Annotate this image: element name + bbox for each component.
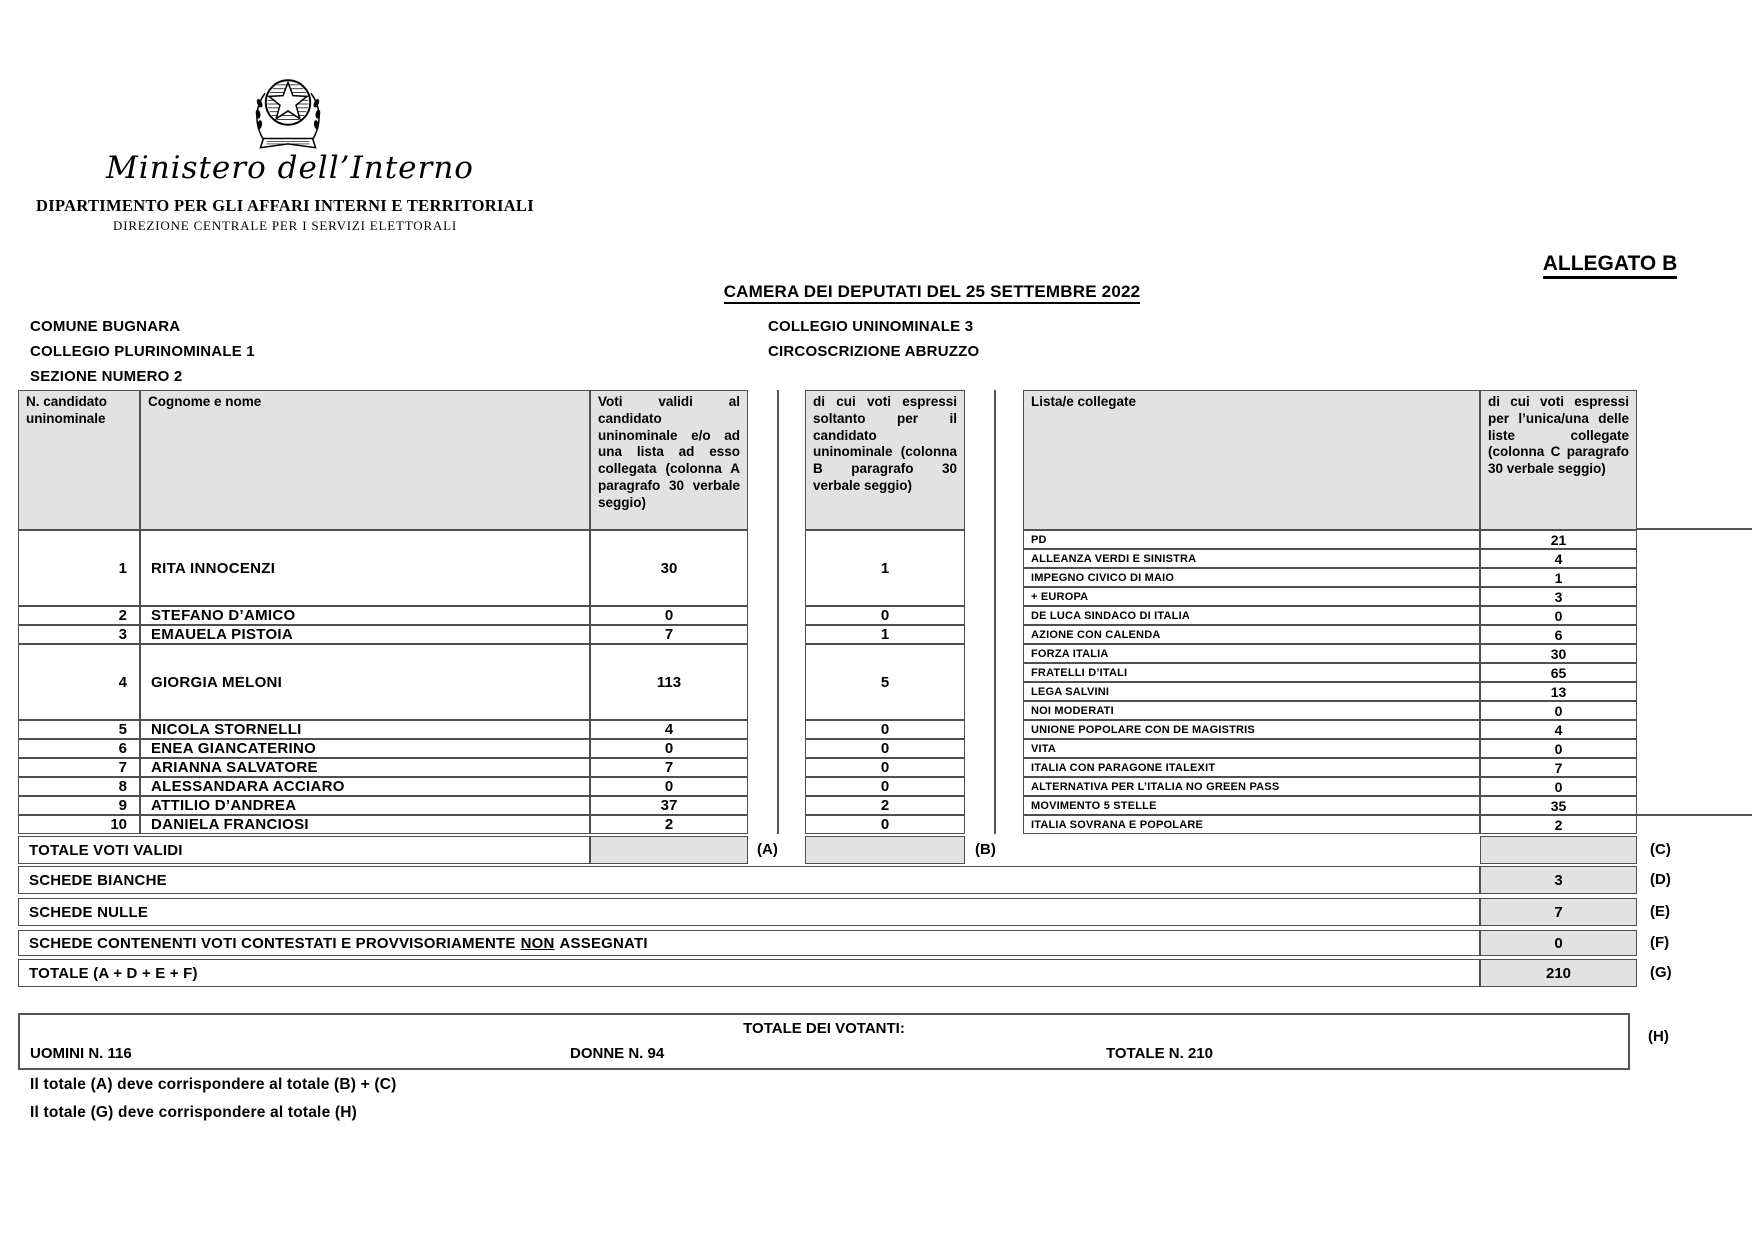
allegato-label: ALLEGATO B [1520, 252, 1700, 276]
document-title: CAMERA DEI DEPUTATI DEL 25 SETTEMBRE 2022 [602, 282, 1262, 302]
candidate-name: ALESSANDARA ACCIARO [140, 777, 590, 796]
candidate-number: 1 [18, 530, 140, 606]
mark-h: (H) [1648, 1028, 1669, 1045]
candidate-number: 4 [18, 644, 140, 720]
info-collegio-plurinominale: COLLEGIO PLURINOMINALE 1 [30, 343, 255, 360]
department-name: DIPARTIMENTO PER GLI AFFARI INTERNI E TERRITORIALI [36, 196, 534, 215]
mark-e: (E) [1650, 903, 1670, 920]
candidate-votes-b: 0 [805, 815, 965, 834]
candidate-votes-b: 2 [805, 796, 965, 815]
list-votes: 6 [1480, 625, 1637, 644]
candidate-number: 3 [18, 625, 140, 644]
voters-men: UOMINI N. 116 [30, 1045, 132, 1062]
candidate-number: 7 [18, 758, 140, 777]
list-name: PD [1023, 530, 1480, 549]
results-table [18, 390, 1637, 834]
contested-label-post: ASSEGNATI [559, 934, 648, 952]
mark-a: (A) [757, 841, 778, 858]
list-votes: 65 [1480, 663, 1637, 682]
note-g-h: Il totale (G) deve corrispondere al totale (H) [30, 1104, 358, 1121]
voters-total-title: TOTALE DEI VOTANTI: [743, 1020, 905, 1037]
candidate-votes-a: 37 [590, 796, 748, 815]
candidate-votes-b: 5 [805, 644, 965, 720]
divider [777, 390, 779, 834]
header-candidate-name: Cognome e nome [140, 390, 590, 530]
scan-artifact-line [1637, 528, 1752, 530]
list-votes: 0 [1480, 739, 1637, 758]
candidate-name: NICOLA STORNELLI [140, 720, 590, 739]
candidate-votes-a: 0 [590, 739, 748, 758]
list-name: + EUROPA [1023, 587, 1480, 606]
total-valid-votes-c-cell [1480, 836, 1637, 864]
candidate-name: ATTILIO D’ANDREA [140, 796, 590, 815]
voters-total-box [18, 1013, 1630, 1070]
list-name: ALTERNATIVA PER L’ITALIA NO GREEN PASS [1023, 777, 1480, 796]
list-votes: 0 [1480, 777, 1637, 796]
list-votes: 13 [1480, 682, 1637, 701]
candidate-votes-b: 0 [805, 739, 965, 758]
ministry-name: Ministero dell’Interno [106, 150, 474, 186]
candidate-number: 2 [18, 606, 140, 625]
mark-d: (D) [1650, 871, 1671, 888]
candidate-number: 9 [18, 796, 140, 815]
total-valid-votes-a-cell [590, 836, 748, 864]
candidate-votes-b: 1 [805, 625, 965, 644]
mark-b: (B) [975, 841, 996, 858]
blank-ballots-label: SCHEDE BIANCHE [18, 866, 1480, 894]
header-lists: Lista/e collegate [1023, 390, 1480, 530]
candidate-votes-a: 7 [590, 758, 748, 777]
list-name: ALLEANZA VERDI E SINISTRA [1023, 549, 1480, 568]
list-name: VITA [1023, 739, 1480, 758]
voters-women: DONNE N. 94 [570, 1045, 665, 1062]
candidate-votes-a: 113 [590, 644, 748, 720]
grand-total-value: 210 [1480, 959, 1637, 987]
list-votes: 0 [1480, 701, 1637, 720]
list-name: MOVIMENTO 5 STELLE [1023, 796, 1480, 815]
list-votes: 35 [1480, 796, 1637, 815]
header-col-a: Voti validi al candidato uninominale e/o ad una lista ad esso collegata (colonna A paragrafo 30 verbale seggio) [590, 390, 748, 530]
list-name: AZIONE CON CALENDA [1023, 625, 1480, 644]
header-candidate-number: N. candidato uninominale [18, 390, 140, 530]
contested-ballots-value: 0 [1480, 930, 1637, 956]
candidate-name: ENEA GIANCATERINO [140, 739, 590, 758]
italian-republic-emblem-icon [238, 68, 338, 160]
contested-label-pre: SCHEDE CONTENENTI VOTI CONTESTATI E PROVVISORIAMENTE [29, 934, 516, 952]
column-gap-a-b [748, 390, 805, 834]
mark-c: (C) [1650, 841, 1671, 858]
direction-name: DIREZIONE CENTRALE PER I SERVIZI ELETTORALI [113, 218, 457, 233]
total-valid-votes-label: TOTALE VOTI VALIDI [18, 836, 590, 864]
info-circoscrizione: CIRCOSCRIZIONE ABRUZZO [768, 343, 980, 360]
list-votes: 1 [1480, 568, 1637, 587]
list-name: NOI MODERATI [1023, 701, 1480, 720]
list-votes: 21 [1480, 530, 1637, 549]
candidate-number: 8 [18, 777, 140, 796]
header-col-b: di cui voti espressi soltanto per il candidato uninominale (colonna B paragrafo 30 verbale seggio) [805, 390, 965, 530]
header-col-c: di cui voti espressi per l’unica/una delle liste collegate (colonna C paragrafo 30 verbale seggio) [1480, 390, 1637, 530]
candidate-name: DANIELA FRANCIOSI [140, 815, 590, 834]
grand-total-label: TOTALE (A + D + E + F) [18, 959, 1480, 987]
candidate-votes-b: 0 [805, 720, 965, 739]
candidate-name: RITA INNOCENZI [140, 530, 590, 606]
list-name: ITALIA SOVRANA E POPOLARE [1023, 815, 1480, 834]
info-comune: COMUNE BUGNARA [30, 318, 181, 335]
candidate-number: 10 [18, 815, 140, 834]
list-votes: 7 [1480, 758, 1637, 777]
scan-artifact-line [1637, 814, 1752, 816]
candidate-votes-a: 0 [590, 777, 748, 796]
list-name: DE LUCA SINDACO DI ITALIA [1023, 606, 1480, 625]
list-votes: 30 [1480, 644, 1637, 663]
candidate-votes-a: 7 [590, 625, 748, 644]
list-name: UNIONE POPOLARE CON DE MAGISTRIS [1023, 720, 1480, 739]
null-ballots-value: 7 [1480, 898, 1637, 926]
mark-g: (G) [1650, 964, 1672, 981]
note-a-bc: Il totale (A) deve corrispondere al totale (B) + (C) [30, 1076, 397, 1093]
voters-total: TOTALE N. 210 [1106, 1045, 1213, 1062]
info-sezione: SEZIONE NUMERO 2 [30, 368, 183, 385]
divider [994, 390, 996, 834]
list-name: FORZA ITALIA [1023, 644, 1480, 663]
mark-f: (F) [1650, 934, 1670, 951]
list-votes: 4 [1480, 549, 1637, 568]
blank-ballots-value: 3 [1480, 866, 1637, 894]
candidate-name: STEFANO D’AMICO [140, 606, 590, 625]
info-collegio-uninominale: COLLEGIO UNINOMINALE 3 [768, 318, 974, 335]
candidate-votes-b: 0 [805, 777, 965, 796]
candidate-votes-b: 0 [805, 606, 965, 625]
candidate-number: 5 [18, 720, 140, 739]
total-valid-votes-b-cell [805, 836, 965, 864]
candidate-number: 6 [18, 739, 140, 758]
contested-ballots-label [18, 930, 1480, 956]
candidate-name: ARIANNA SALVATORE [140, 758, 590, 777]
candidate-votes-a: 30 [590, 530, 748, 606]
list-name: ITALIA CON PARAGONE ITALEXIT [1023, 758, 1480, 777]
candidate-votes-b: 0 [805, 758, 965, 777]
list-votes: 2 [1480, 815, 1637, 834]
candidate-votes-a: 2 [590, 815, 748, 834]
contested-label-non: NON [520, 934, 555, 952]
list-name: LEGA SALVINI [1023, 682, 1480, 701]
column-gap-b-lists [965, 390, 1023, 834]
candidate-votes-a: 0 [590, 606, 748, 625]
null-ballots-label: SCHEDE NULLE [18, 898, 1480, 926]
candidate-name: EMAUELA PISTOIA [140, 625, 590, 644]
list-votes: 0 [1480, 606, 1637, 625]
list-votes: 3 [1480, 587, 1637, 606]
candidate-votes-a: 4 [590, 720, 748, 739]
list-votes: 4 [1480, 720, 1637, 739]
candidate-name: GIORGIA MELONI [140, 644, 590, 720]
list-name: FRATELLI D’ITALI [1023, 663, 1480, 682]
list-name: IMPEGNO CIVICO DI MAIO [1023, 568, 1480, 587]
candidate-votes-b: 1 [805, 530, 965, 606]
